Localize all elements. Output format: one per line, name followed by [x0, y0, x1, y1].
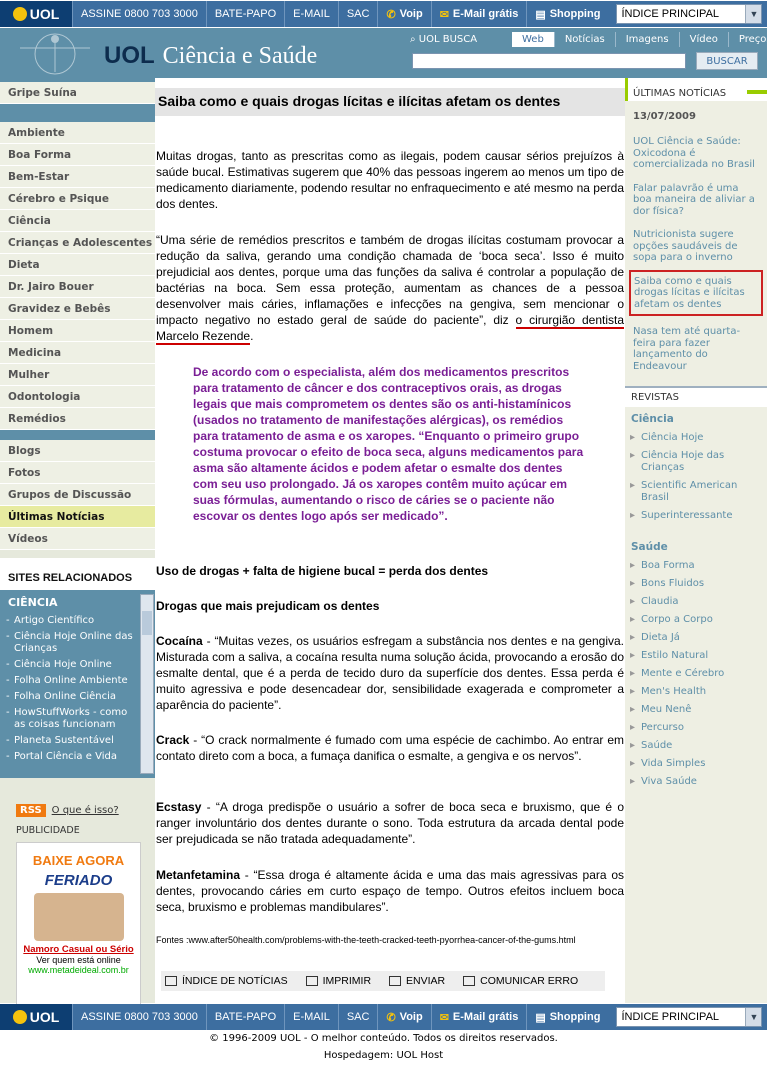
index-select-value: ÍNDICE PRINCIPAL: [621, 1011, 720, 1023]
bottombar-shopping-label: Shopping: [549, 1011, 601, 1023]
advertising-label: PUBLICIDADE: [16, 825, 80, 836]
sidebar-item[interactable]: Remédios: [0, 408, 155, 430]
ad-line: www.metadeideal.com.br: [28, 965, 129, 975]
nav-separator: [0, 104, 155, 122]
action-label: IMPRIMIR: [322, 975, 372, 987]
drug-text: - “A droga predispõe o usuário a sofrer de boca seca e bruxismo, que é o ranger involuntário dos dentes durante o sono. Toda estrutura da arcada dental pode ser prejudicada se não tratada adequadamente”.: [156, 800, 624, 846]
action-label: ENVIAR: [406, 975, 446, 987]
rss-help-link[interactable]: O que é isso?: [51, 805, 119, 816]
drug-name: Ecstasy: [156, 800, 202, 814]
latest-news-title: ÚLTIMAS NOTÍCIAS: [625, 78, 767, 101]
related-link[interactable]: - Portal Ciência e Vida: [6, 751, 139, 763]
site-brand[interactable]: [104, 42, 317, 70]
magazine-link[interactable]: ▸ Corpo a Corpo: [625, 611, 767, 629]
report-icon: [463, 976, 475, 986]
drug-text: - “O crack normalmente é fumado com uma espécie de cachimbo. Ao entrar em contato direto com a boca, a fumaça danifica o esmalte, a gengiva e os nervos”.: [156, 733, 624, 763]
sidebar-item[interactable]: Odontologia: [0, 386, 155, 408]
magazines-title: REVISTAS: [625, 386, 767, 407]
magazine-category: Saúde: [631, 541, 668, 553]
topbar-assine[interactable]: ASSINE 0800 703 3000: [72, 1, 206, 27]
news-link-current[interactable]: Saiba como e quais drogas lícitas e ilícitas afetam os dentes: [629, 270, 763, 317]
action-label: COMUNICAR ERRO: [480, 975, 579, 987]
index-news-button[interactable]: [165, 975, 288, 987]
rss-icon[interactable]: RSS: [16, 804, 46, 817]
search-area: [408, 30, 772, 76]
ad-line: Ver quem está online: [36, 955, 121, 965]
magazine-link[interactable]: ▸ Percurso: [625, 719, 767, 737]
news-link[interactable]: Falar palavrão é uma boa maneira de aliviar a dor física?: [633, 182, 755, 217]
magazine-link[interactable]: ▸ Saúde: [625, 737, 767, 755]
chevron-down-icon: ▼: [745, 1008, 761, 1026]
topbar-email[interactable]: E-MAIL: [284, 1, 338, 27]
topbar-email-gratis-label: E-Mail grátis: [452, 8, 519, 20]
related-list: [0, 590, 155, 778]
topbar-sac[interactable]: SAC: [338, 1, 378, 27]
magazine-link[interactable]: ▸ Ciência Hoje: [625, 429, 767, 447]
uol-logo-text: UOL: [29, 6, 60, 22]
related-sites: [0, 558, 155, 778]
related-link[interactable]: - Artigo Científico: [6, 615, 139, 627]
bottombar-email[interactable]: E-MAIL: [284, 1004, 338, 1030]
sidebar-item[interactable]: Vídeos: [0, 528, 155, 550]
magazine-link[interactable]: ▸ Scientific American Brasil: [625, 477, 767, 507]
copyright: © 1996-2009 UOL - O melhor conteúdo. Todos os direitos reservados.: [209, 1033, 558, 1044]
bottombar-email-gratis[interactable]: [431, 1004, 527, 1030]
sidebar-item[interactable]: Fotos: [0, 462, 155, 484]
right-sidebar: [625, 78, 767, 1003]
search-tab-precos[interactable]: Preços: [728, 32, 782, 47]
topbar-voip-label: Voip: [399, 8, 423, 20]
envelope-icon: [389, 976, 401, 986]
brand-uol: UOL: [104, 42, 155, 69]
search-label-text: UOL BUSCA: [418, 34, 478, 45]
left-sidebar: [0, 78, 155, 1003]
sidebar-item[interactable]: Ciência: [0, 210, 155, 232]
brand-name: Ciência e Saúde: [162, 43, 318, 69]
article-quote: De acordo com o especialista, além dos medicamentos prescritos para tratamento de câncer e dos contraceptivos orais, as drogas legais que mais comprometem os dentes são os anti-histamínicos (usados no tratamento de manifestações alérgicas), os remédios para tratamento de asma e os xaropes. “Enquanto o primeiro grupo costuma provocar o efeito de boca seca, alguns medicamentos para asma são altamente ácidos e podem afetar o esmalte dos dentes com seu uso prolongado. Já os xaropes contêm muito açúcar em suas fórmulas, aumentando o risco de cáries se o paciente não escovar os dentes logo após ser medicado”.: [193, 365, 584, 523]
sidebar-item[interactable]: Mulher: [0, 364, 155, 386]
ad-line: Namoro Casual ou Sério: [23, 944, 134, 955]
sidebar-item[interactable]: Dr. Jairo Bouer: [0, 276, 155, 298]
magazine-link[interactable]: ▸ Mente e Cérebro: [625, 665, 767, 683]
drug-paragraph: [156, 867, 624, 915]
related-link[interactable]: - HowStuffWorks - como as coisas funcionam: [6, 707, 139, 731]
action-label: ÍNDICE DE NOTÍCIAS: [182, 975, 288, 987]
related-scrollbar[interactable]: [140, 594, 154, 774]
hosting[interactable]: Hospedagem: UOL Host: [323, 1050, 444, 1061]
news-link[interactable]: Nutricionista sugere opções saudáveis de sopa para o inverno: [633, 229, 738, 263]
phone-icon: ✆: [386, 8, 396, 21]
report-error-button[interactable]: [463, 975, 578, 987]
search-tab-imagens[interactable]: Imagens: [615, 32, 679, 47]
sidebar-item[interactable]: Crianças e Adolescentes: [0, 232, 155, 254]
uol-sun-icon: [13, 1010, 27, 1024]
bottombar-bate-papo[interactable]: BATE-PAPO: [206, 1004, 284, 1030]
sidebar-nav: [0, 78, 155, 550]
article-title: Saiba como e quais drogas lícitas e ilícitas afetam os dentes: [155, 88, 625, 116]
dentist-link[interactable]: o cirurgião dentista Marcelo Rezende: [156, 313, 625, 343]
search-label: ⌕ UOL BUSCA: [410, 34, 478, 45]
index-select[interactable]: [616, 1007, 762, 1027]
cart-icon: ▤: [535, 8, 546, 21]
section-heading: Uso de drogas + falta de higiene bucal = perda dos dentes: [156, 564, 489, 578]
news-link[interactable]: Nasa tem até quarta-feira para fazer lançamento do Endeavour: [633, 326, 741, 372]
sidebar-item[interactable]: Grupos de Discussão: [0, 484, 155, 506]
send-button[interactable]: [389, 975, 445, 987]
drug-paragraph: [156, 633, 624, 713]
drug-name: Crack: [156, 733, 190, 747]
magazine-link[interactable]: ▸ Bons Fluidos: [625, 575, 767, 593]
printer-icon: [306, 976, 318, 986]
news-link[interactable]: UOL Ciência e Saúde: Oxicodona é comercializada no Brasil: [633, 136, 755, 170]
bottombar-shopping[interactable]: [526, 1004, 608, 1030]
bottom-bar: [0, 1004, 767, 1030]
bottombar-voip-label: Voip: [399, 1011, 423, 1023]
sidebar-item[interactable]: Dieta: [0, 254, 155, 276]
article-paragraph: “Uma série de remédios prescritos e também de drogas ilícitas costumam provocar a redução da saliva, gerando uma condição chamada de ‘boca seca’. Isso é muito prejudicial aos dentes, porque uma das funções da saliva é controlar a população de bactérias na boca. Sem essa proteção, aumentam as chances de a pessoa desenvolver mais cáries, inflamações e infecções na gengiva, sem mencionar o impacto negativo no estado geral de saúde do paciente”, diz o cirurgião dentista Marcelo Rezende.: [156, 233, 625, 343]
sidebar-item[interactable]: Boa Forma: [0, 144, 155, 166]
related-link[interactable]: - Folha Online Ambiente: [6, 675, 139, 687]
drug-name: Cocaína: [156, 634, 203, 648]
bottombar-voip[interactable]: [377, 1004, 430, 1030]
sidebar-item[interactable]: Medicina: [0, 342, 155, 364]
footer: [0, 1030, 767, 1064]
article-sources: Fontes :www.after50health.com/problems-with-the-teeth-cracked-teeth-pyorrhea-cancer-of-the-gums.html: [156, 935, 576, 945]
topbar-shopping[interactable]: [526, 1, 608, 27]
magazine-link[interactable]: ▸ Vida Simples: [625, 755, 767, 773]
envelope-icon: ✉: [439, 8, 449, 21]
magazine-link[interactable]: ▸ Estilo Natural: [625, 647, 767, 665]
magazine-link[interactable]: ▸ Viva Saúde: [625, 773, 767, 791]
sidebar-item-active[interactable]: Últimas Notícias: [0, 506, 155, 528]
nav-separator: [0, 430, 155, 440]
topbar-shopping-label: Shopping: [549, 8, 601, 20]
drug-text: - “Muitas vezes, os usuários esfregam a substância nos dentes e na gengiva. Misturada com a saliva, a cocaína resulta numa solução ácida, provocando a erosão do esmalte dental, que é a perda de tecido duro da superfície dos dentes. Essa perda é muito agressiva e pode desencadear dor, sensibilidade exagerada e comprometer a aparência do paciente”.: [156, 634, 624, 712]
index-select-value: ÍNDICE PRINCIPAL: [621, 8, 720, 20]
phone-icon: ✆: [386, 1011, 396, 1024]
news-date: 13/07/2009: [633, 111, 696, 122]
magazine-link[interactable]: ▸ Dieta Já: [625, 629, 767, 647]
article: [155, 78, 625, 1003]
search-input[interactable]: [412, 53, 686, 69]
index-select[interactable]: [616, 4, 762, 24]
drug-name: Metanfetamina: [156, 868, 241, 882]
related-link[interactable]: - Folha Online Ciência: [6, 691, 139, 703]
bottombar-email-gratis-label: E-Mail grátis: [452, 1011, 519, 1023]
sidebar-item[interactable]: Gravidez e Bebês: [0, 298, 155, 320]
ad-line: FERIADO: [44, 872, 113, 889]
sidebar-item[interactable]: Bem-Estar: [0, 166, 155, 188]
ad-line: BAIXE AGORA: [17, 843, 140, 868]
uol-logo[interactable]: [0, 1, 72, 27]
magazine-category: Ciência: [631, 413, 674, 425]
related-link[interactable]: - Planeta Sustentável: [6, 735, 139, 747]
article-paragraph: Muitas drogas, tanto as prescritas como as ilegais, podem causar sérios prejuízos à saúde bucal. Estimativas sugerem que 40% das pessoas ingerem ao menos um tipo de medicamento diariamente, podendo resultar no enfraquecimento e até mesmo na perda dos dentes.: [156, 149, 624, 211]
scrollbar-thumb[interactable]: [142, 611, 152, 635]
vitruvian-icon: [10, 30, 100, 76]
uol-logo-text: UOL: [29, 1009, 60, 1025]
article-actions: [161, 971, 605, 991]
ad-photo: [34, 893, 124, 941]
sidebar-item[interactable]: Gripe Suína: [0, 82, 155, 104]
uol-logo[interactable]: [0, 1004, 72, 1030]
search-tab-noticias[interactable]: Notícias: [554, 32, 615, 47]
magazine-link[interactable]: ▸ Superinteressante: [625, 507, 767, 525]
magazine-link[interactable]: ▸ Ciência Hoje das Crianças: [625, 447, 767, 477]
chevron-down-icon: ▼: [745, 5, 761, 23]
magazine-link[interactable]: ▸ Men's Health: [625, 683, 767, 701]
magazine-link[interactable]: ▸ Claudia: [625, 593, 767, 611]
topbar-email-gratis[interactable]: [431, 1, 527, 27]
topbar-bate-papo[interactable]: BATE-PAPO: [206, 1, 284, 27]
magazine-link[interactable]: ▸ Meu Nenê: [625, 701, 767, 719]
topbar-voip[interactable]: [377, 1, 430, 27]
bottombar-assine[interactable]: ASSINE 0800 703 3000: [72, 1004, 206, 1030]
cart-icon: ▤: [535, 1011, 546, 1024]
sidebar-item[interactable]: Cérebro e Psique: [0, 188, 155, 210]
sidebar-item[interactable]: Homem: [0, 320, 155, 342]
rss-row: [0, 778, 155, 817]
list-icon: [165, 976, 177, 986]
sidebar-item[interactable]: Blogs: [0, 440, 155, 462]
related-category[interactable]: CIÊNCIA: [8, 596, 58, 609]
drug-text: - “Essa droga é altamente ácida e uma das mais agressivas para os dentes, provocando cáries em curto espaço de tempo. Outros efeitos incluem boca seca, bruxismo e problemas mandibulares”.: [156, 868, 624, 914]
advertisement[interactable]: [16, 842, 141, 1010]
search-button[interactable]: BUSCAR: [696, 52, 758, 70]
drug-paragraph: [156, 799, 624, 847]
search-tabs: [512, 32, 782, 47]
related-title: SITES RELACIONADOS: [0, 558, 155, 590]
uol-sun-icon: [13, 7, 27, 21]
top-bar: [0, 1, 767, 27]
envelope-icon: ✉: [439, 1011, 449, 1024]
site-header: [0, 28, 772, 78]
bottombar-sac[interactable]: SAC: [338, 1004, 378, 1030]
sidebar-item[interactable]: Ambiente: [0, 122, 155, 144]
search-tab-web[interactable]: Web: [512, 32, 554, 47]
print-button[interactable]: [306, 975, 371, 987]
related-link[interactable]: - Ciência Hoje Online: [6, 659, 139, 671]
search-tab-video[interactable]: Vídeo: [679, 32, 728, 47]
section-heading: Drogas que mais prejudicam os dentes: [156, 599, 380, 613]
related-link[interactable]: - Ciência Hoje Online das Crianças: [6, 631, 139, 655]
paragraph-text: “Uma série de remédios prescritos e também de drogas ilícitas costumam provocar a redução da saliva, gerando uma condição chamada de ‘boca seca’. Isso é muito prejudicial aos dentes, porque uma das funções da saliva é controlar a população de bactérias na boca. Sem essa proteção, aumentam as chances de a pessoa desenvolver mais cáries, inflamações e infecções na gengiva, sem mencionar o impacto negativo no estado geral de saúde do paciente”, diz: [156, 233, 624, 327]
drug-paragraph: [156, 732, 624, 764]
magazine-link[interactable]: ▸ Boa Forma: [625, 557, 767, 575]
